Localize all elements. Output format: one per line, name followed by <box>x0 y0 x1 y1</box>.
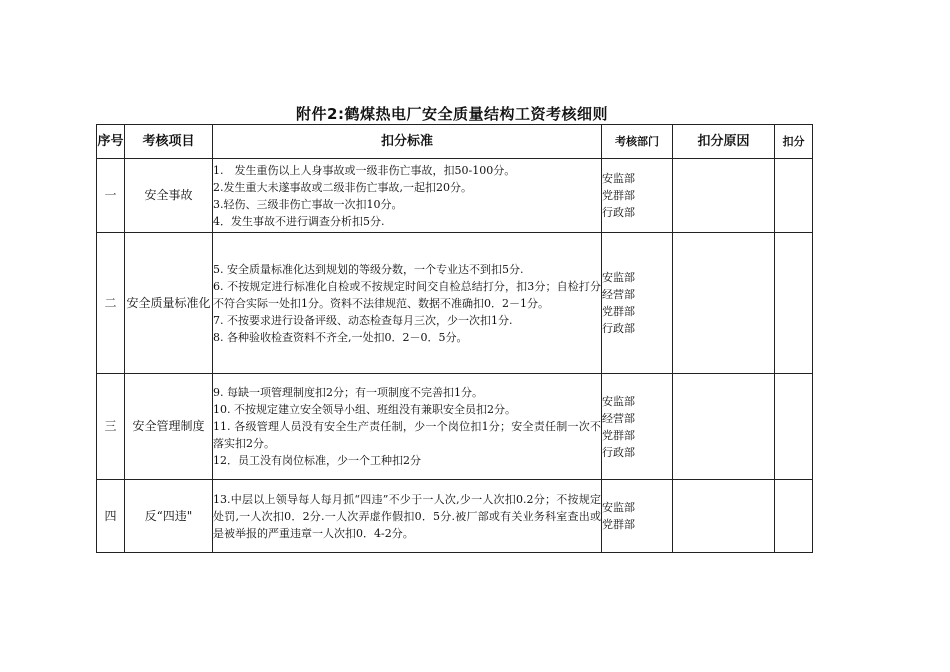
row-seq: 二 <box>97 233 125 374</box>
row-item: 安全质量标准化 <box>125 233 213 374</box>
table-header-row <box>97 125 813 159</box>
row-reason <box>673 374 775 480</box>
row-item: 反“四违" <box>125 480 213 553</box>
criteria-line: 3.轻伤、三级非伤亡事故一次扣10分。 <box>213 197 403 211</box>
criteria-line: 12．员工没有岗位标准，少一个工种扣2分 <box>213 454 421 467</box>
row-dept <box>602 480 673 553</box>
assessment-table <box>96 124 813 553</box>
row-seq: 一 <box>97 159 125 233</box>
row-criteria <box>213 480 602 553</box>
dept-name: 安监部 <box>602 394 635 408</box>
row-reason <box>673 159 775 233</box>
row-score <box>775 374 813 480</box>
row-reason <box>673 480 775 553</box>
dept-name: 党群部 <box>602 428 635 442</box>
dept-name: 行政部 <box>602 445 635 459</box>
dept-name: 安监部 <box>602 501 635 514</box>
row-item: 安全事故 <box>125 159 213 233</box>
criteria-line: 2.发生重大未遂事故或二级非伤亡事故,一起扣20分。 <box>213 180 472 194</box>
table-row <box>97 480 813 553</box>
dept-name: 行政部 <box>602 206 635 219</box>
criteria-line: 6. 不按规定进行标准化自检或不按规定时间交自检总结打分，扣3分；自检打分不符合实际一处扣1分。资料不法律规范、数据不准确扣0．2－1分。 <box>213 279 601 310</box>
header-dept: 考核部门 <box>602 125 673 159</box>
criteria-line: 9. 每缺一项管理制度扣2分；有一项制度不完善扣1分。 <box>213 386 483 399</box>
criteria-line: 5. 安全质量标准化达到规划的等级分数，一个专业达不到扣5分. <box>213 262 524 276</box>
criteria-line: 1. 发生重伤以上人身事故或一级非伤亡事故，扣50-100分。 <box>213 163 516 177</box>
header-seq: 序号 <box>97 125 125 159</box>
row-criteria <box>213 159 602 233</box>
row-seq: 三 <box>97 374 125 480</box>
criteria-line: 8. 各种验收检查资料不齐全,一处扣0．2－0．5分。 <box>213 330 468 344</box>
criteria-line: 7. 不按要求进行设备评级、动态检查每月三次，少一次扣1分. <box>213 313 513 327</box>
row-criteria <box>213 233 602 374</box>
header-criteria: 扣分标准 <box>213 125 602 159</box>
criteria-line: 13.中层以上领导每人每月抓“四违”不少于一人次,少一人次扣0.2分；不按规定处罚,一人次扣0．2分.一人次弄虚作假扣0．5分.被厂部或有关业务科室查出或是被举报的严重违章一人次扣0．4-2分。 <box>213 492 601 540</box>
criteria-line: 11. 各级管理人员没有安全生产责任制，少一个岗位扣1分；安全责任制一次不落实扣2分。 <box>213 420 601 450</box>
dept-name: 党群部 <box>602 518 635 531</box>
row-dept <box>602 374 673 480</box>
dept-name: 党群部 <box>602 305 635 318</box>
table-row <box>97 233 813 374</box>
row-reason <box>673 233 775 374</box>
row-dept <box>602 159 673 233</box>
header-reason: 扣分原因 <box>673 125 775 159</box>
dept-name: 党群部 <box>602 189 635 202</box>
table-row <box>97 374 813 480</box>
row-score <box>775 480 813 553</box>
criteria-line: 10. 不按规定建立安全领导小组、班组没有兼职安全员扣2分。 <box>213 403 516 416</box>
document-title: 附件2:鹤煤热电厂安全质量结构工资考核细则 <box>296 105 608 123</box>
header-score: 扣分 <box>775 125 813 159</box>
criteria-line: 4．发生事故不进行调查分析扣5分. <box>213 214 385 228</box>
row-score <box>775 233 813 374</box>
row-item: 安全管理制度 <box>125 374 213 480</box>
row-dept <box>602 233 673 374</box>
table-row <box>97 159 813 233</box>
row-score <box>775 159 813 233</box>
header-item: 考核项目 <box>125 125 213 159</box>
row-seq: 四 <box>97 480 125 553</box>
dept-name: 经营部 <box>602 288 635 301</box>
row-criteria <box>213 374 602 480</box>
dept-name: 安监部 <box>602 172 635 185</box>
dept-name: 安监部 <box>602 271 635 284</box>
dept-name: 行政部 <box>602 322 635 335</box>
dept-name: 经营部 <box>602 411 635 425</box>
